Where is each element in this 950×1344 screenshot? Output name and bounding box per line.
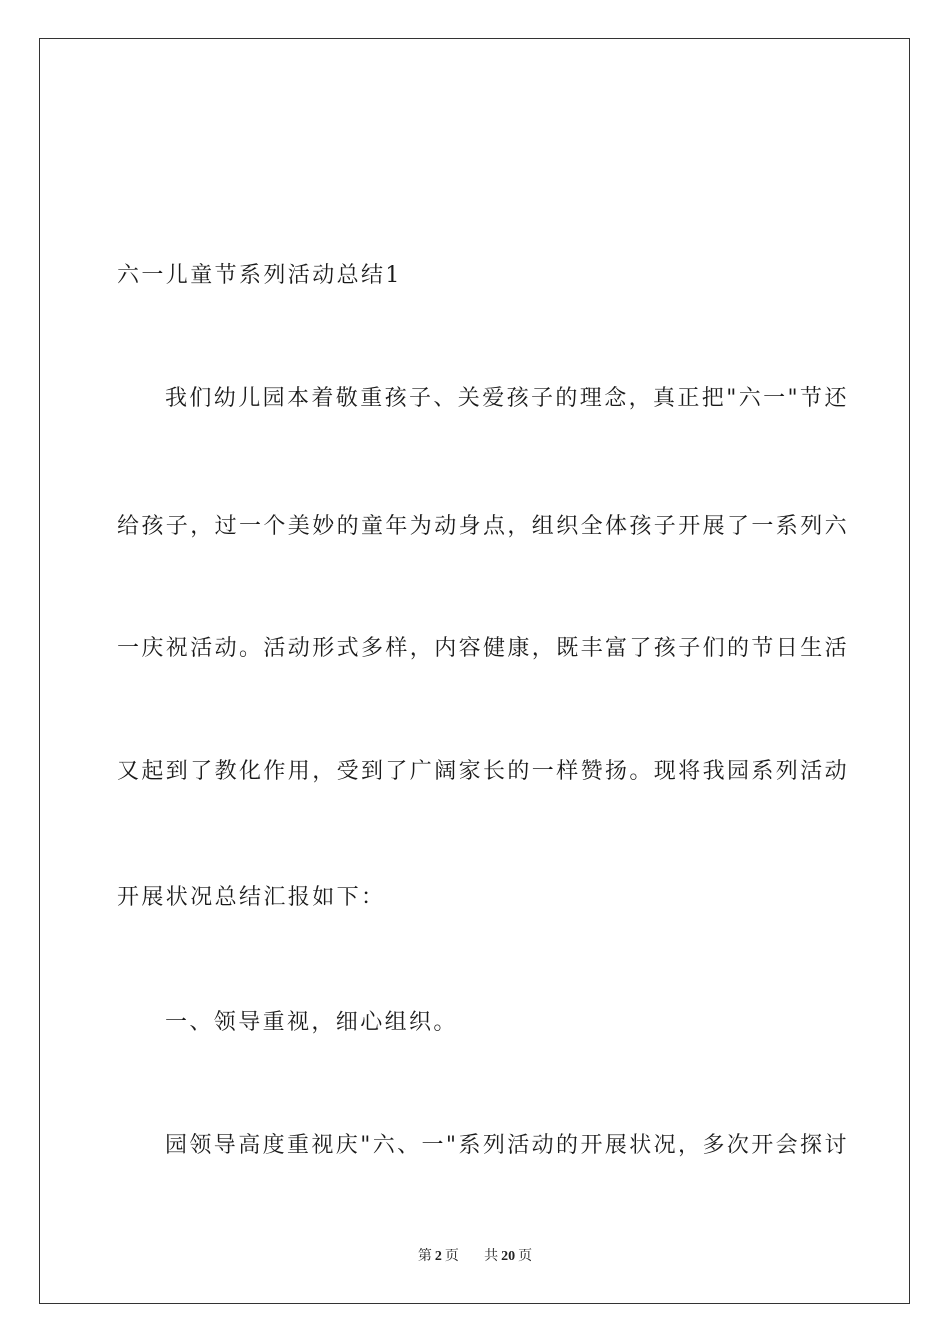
page-border [39,38,910,1304]
page-prefix: 第 [417,1248,432,1264]
page-footer [0,1246,950,1267]
total-suffix: 页 [518,1248,533,1264]
paragraph-line: 我们幼儿园本着敬重孩子、关爱孩子的理念，真正把"六一"节还 [165,386,849,411]
paragraph-line: 开展状况总结汇报如下： [117,885,386,910]
page-number: 2 [434,1249,442,1264]
document-title: 六一儿童节系列活动总结1 [117,263,402,288]
paragraph-line: 园领导高度重视庆"六、一"系列活动的开展状况，多次开会探讨 [165,1133,849,1158]
paragraph-line: 给孩子，过一个美妙的童年为动身点，组织全体孩子开展了一系列六 [117,514,850,539]
section-heading: 一、领导重视，细心组织。 [165,1010,458,1035]
page-indicator [415,1248,462,1264]
paragraph-line: 又起到了教化作用，受到了广阔家长的一样赞扬。现将我园系列活动 [117,759,850,784]
total-pages [481,1248,535,1264]
total-prefix: 共 [484,1248,499,1264]
page-suffix: 页 [444,1248,459,1264]
paragraph-line: 一庆祝活动。活动形式多样，内容健康，既丰富了孩子们的节日生活 [117,636,850,661]
total-number: 20 [501,1249,516,1264]
